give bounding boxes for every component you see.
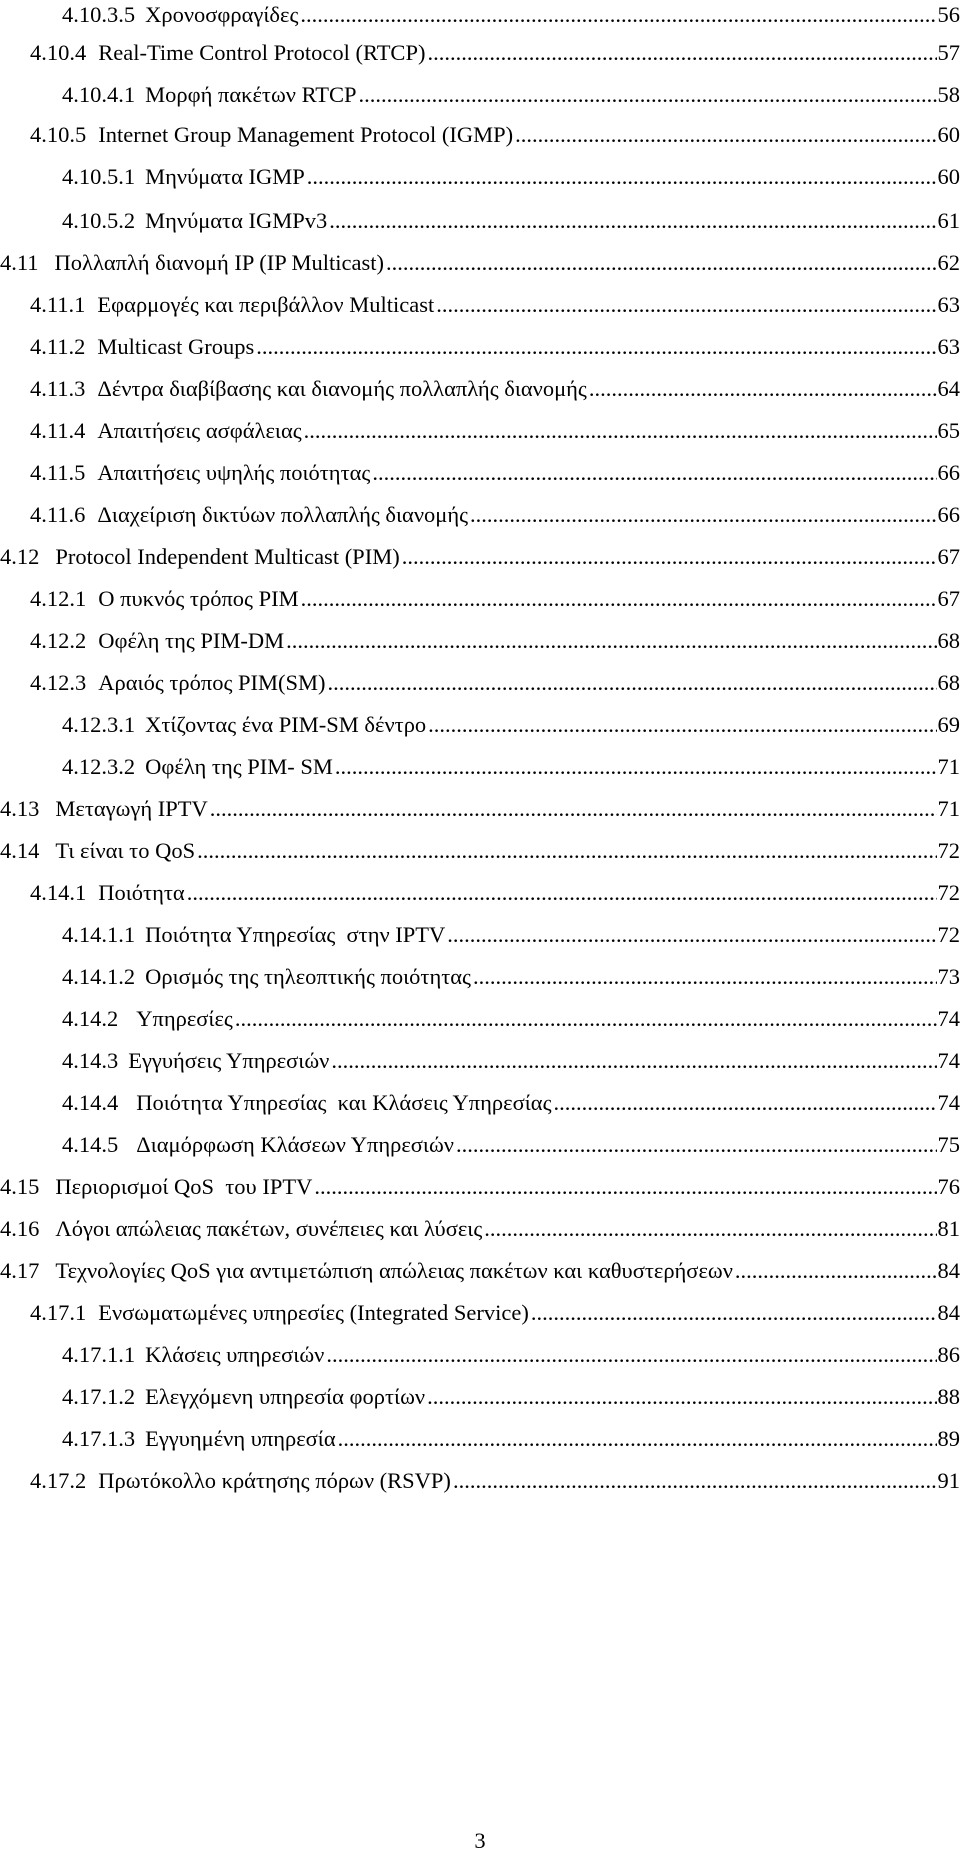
toc-entry-page: 75 (938, 1130, 960, 1160)
dot-leader (531, 1298, 937, 1328)
toc-entry-number: 4.10.4 (30, 38, 86, 68)
toc-entry-title: Διαχείριση δικτύων πολλαπλής διανομής (97, 500, 468, 530)
toc-entry-page: 71 (938, 752, 960, 782)
toc-entry-title: Μορφή πακέτων RTCP (145, 80, 356, 110)
dot-leader (427, 38, 936, 68)
toc-entry-page: 60 (938, 120, 960, 150)
toc-entry-page: 84 (938, 1298, 960, 1328)
toc-entry-page: 64 (938, 374, 960, 404)
toc-entry[interactable] (62, 920, 960, 950)
dot-leader (589, 374, 937, 404)
toc-entry-title: Real-Time Control Protocol (RTCP) (98, 38, 425, 68)
toc-entry-number: 4.17 (0, 1256, 39, 1286)
toc-entry-number: 4.12 (0, 542, 39, 572)
dot-leader (301, 584, 937, 614)
toc-entry-title: Μηνύματα IGMPv3 (145, 206, 327, 236)
toc-entry-number: 4.11.3 (30, 374, 85, 404)
toc-entry-page: 71 (938, 794, 960, 824)
toc-entry[interactable] (62, 206, 960, 236)
toc-entry[interactable] (62, 752, 960, 782)
toc-entry-page: 74 (938, 1088, 960, 1118)
toc-entry[interactable] (30, 668, 960, 698)
toc-entry-page: 63 (938, 290, 960, 320)
toc-entry-page: 72 (938, 920, 960, 950)
dot-leader (436, 290, 936, 320)
toc-entry[interactable] (30, 332, 960, 362)
dot-leader (256, 332, 936, 362)
dot-leader (329, 206, 936, 236)
toc-entry[interactable] (30, 584, 960, 614)
toc-entry-title: Λόγοι απώλειας πακέτων, συνέπειες και λύσεις (55, 1214, 482, 1244)
toc-entry-number: 4.10.5.1 (62, 162, 135, 192)
toc-entry[interactable] (62, 80, 960, 110)
toc-entry[interactable] (0, 542, 960, 572)
toc-entry-title: Ελεγχόμενη υπηρεσία φορτίων (145, 1382, 425, 1412)
toc-entry-title: Απαιτήσεις ασφάλειας (97, 416, 301, 446)
toc-entry-number: 4.11.5 (30, 458, 85, 488)
toc-entry-number: 4.17.2 (30, 1466, 86, 1496)
toc-entry-page: 61 (938, 206, 960, 236)
toc-entry-page: 66 (938, 500, 960, 530)
toc-entry-title: Οφέλη της PIM- SM (145, 752, 333, 782)
dot-leader (447, 920, 936, 950)
toc-entry[interactable] (62, 1046, 960, 1076)
toc-entry-number: 4.17.1.1 (62, 1340, 135, 1370)
toc-entry[interactable] (30, 626, 960, 656)
toc-entry-page: 58 (938, 80, 960, 110)
dot-leader (335, 752, 937, 782)
dot-leader (553, 1088, 936, 1118)
toc-entry-number: 4.11 (0, 248, 39, 278)
toc-entry-number: 4.16 (0, 1214, 39, 1244)
toc-entry-page: 73 (938, 962, 960, 992)
toc-entry-title: Εφαρμογές και περιβάλλον Multicast (97, 290, 434, 320)
toc-entry-page: 91 (938, 1466, 960, 1496)
toc-entry-number: 4.14.1.1 (62, 920, 135, 950)
toc-entry[interactable] (62, 1424, 960, 1454)
toc-entry-page: 72 (938, 836, 960, 866)
toc-entry-title: Internet Group Management Protocol (IGMP) (98, 120, 513, 150)
toc-entry-number: 4.17.1 (30, 1298, 86, 1328)
toc-entry-number: 4.12.3 (30, 668, 86, 698)
toc-entry-number: 4.15 (0, 1172, 39, 1202)
toc-entry-number: 4.14.2 (62, 1004, 118, 1034)
toc-entry-title: Εγγυήσεις Υπηρεσιών (128, 1046, 329, 1076)
dot-leader (197, 836, 936, 866)
toc-entry[interactable] (62, 0, 960, 30)
toc-entry-page: 57 (938, 38, 960, 68)
toc-entry-title: Μεταγωγή IPTV (55, 794, 207, 824)
toc-entry-title: Χτίζοντας ένα PIM-SM δέντρο (145, 710, 426, 740)
dot-leader (427, 1382, 936, 1412)
toc-entry-title: Δέντρα διαβίβασης και διανομής πολλαπλής διανομής (97, 374, 586, 404)
toc-entry[interactable] (30, 500, 960, 530)
toc-entry-number: 4.12.3.1 (62, 710, 135, 740)
toc-entry[interactable] (62, 1088, 960, 1118)
toc-entry-number: 4.14 (0, 836, 39, 866)
toc-entry[interactable] (62, 1382, 960, 1412)
toc-entry-title: Υπηρεσίες (136, 1004, 233, 1034)
toc-entry[interactable] (30, 374, 960, 404)
dot-leader (210, 794, 937, 824)
toc-entry-title: Ο πυκνός τρόπος PIM (98, 584, 298, 614)
toc-entry[interactable] (30, 1466, 960, 1496)
toc-entry-title: Πολλαπλή διανομή IP (IP Multicast) (55, 248, 384, 278)
dot-leader (187, 878, 937, 908)
toc-entry-page: 76 (938, 1172, 960, 1202)
toc-entry-number: 4.14.4 (62, 1088, 118, 1118)
toc-entry-page: 63 (938, 332, 960, 362)
toc-entry-number: 4.10.3.5 (62, 0, 135, 30)
page-number: 3 (0, 1826, 960, 1856)
toc-entry-number: 4.11.2 (30, 332, 85, 362)
toc-entry-number: 4.10.5.2 (62, 206, 135, 236)
toc-entry-number: 4.10.4.1 (62, 80, 135, 110)
dot-leader (328, 668, 937, 698)
toc-entry-title: Πρωτόκολλο κράτησης πόρων (RSVP) (98, 1466, 451, 1496)
dot-leader (372, 458, 936, 488)
toc-entry-title: Ποιότητα Υπηρεσίας και Κλάσεις Υπηρεσίας (136, 1088, 551, 1118)
dot-leader (338, 1424, 937, 1454)
dot-leader (359, 80, 937, 110)
toc-entry-page: 86 (938, 1340, 960, 1370)
toc-entry-number: 4.11.6 (30, 500, 85, 530)
toc-entry[interactable] (0, 1172, 960, 1202)
toc-entry-title: Αραιός τρόπος PIM(SM) (98, 668, 325, 698)
toc-entry[interactable] (30, 120, 960, 150)
dot-leader (453, 1466, 937, 1496)
toc-entry-number: 4.14.3 (62, 1046, 118, 1076)
toc-entry-page: 60 (938, 162, 960, 192)
toc-entry-title: Κλάσεις υπηρεσιών (145, 1340, 324, 1370)
dot-leader (402, 542, 937, 572)
toc-entry-title: Ποιότητα Υπηρεσίας στην IPTV (145, 920, 445, 950)
toc-entry[interactable] (30, 878, 960, 908)
dot-leader (286, 626, 936, 656)
dot-leader (484, 1214, 936, 1244)
toc-entry-title: Protocol Independent Multicast (PIM) (55, 542, 399, 572)
toc-entry-number: 4.17.1.2 (62, 1382, 135, 1412)
toc-entry-page: 74 (938, 1004, 960, 1034)
dot-leader (515, 120, 936, 150)
dot-leader (456, 1130, 937, 1160)
toc-entry-title: Ποιότητα (98, 878, 184, 908)
toc-entry-number: 4.14.5 (62, 1130, 118, 1160)
toc-entry[interactable] (0, 836, 960, 866)
toc-entry-page: 67 (938, 584, 960, 614)
toc-entry-page: 67 (938, 542, 960, 572)
toc-entry-title: Διαμόρφωση Κλάσεων Υπηρεσιών (136, 1130, 454, 1160)
toc-entry-page: 89 (938, 1424, 960, 1454)
toc-entry-number: 4.14.1 (30, 878, 86, 908)
toc-entry-page: 56 (938, 0, 960, 30)
toc-entry-page: 88 (938, 1382, 960, 1412)
toc-entry-page: 72 (938, 878, 960, 908)
toc-entry-title: Χρονοσφραγίδες (145, 0, 298, 30)
toc-entry-title: Τι είναι το QoS (55, 836, 195, 866)
dot-leader (314, 1172, 936, 1202)
toc-entry[interactable] (30, 416, 960, 446)
toc-entry-number: 4.12.1 (30, 584, 86, 614)
dot-leader (470, 500, 936, 530)
toc-entry-number: 4.14.1.2 (62, 962, 135, 992)
toc-entry-title: Εγγυημένη υπηρεσία (145, 1424, 336, 1454)
toc-entry-number: 4.10.5 (30, 120, 86, 150)
toc-entry-page: 74 (938, 1046, 960, 1076)
toc-entry-title: Περιορισμοί QoS του IPTV (55, 1172, 312, 1202)
toc-entry-page: 69 (938, 710, 960, 740)
toc-entry[interactable] (30, 290, 960, 320)
toc-entry[interactable] (0, 794, 960, 824)
toc-entry[interactable] (62, 1004, 960, 1034)
toc-entry-number: 4.11.4 (30, 416, 85, 446)
toc-entry-page: 84 (938, 1256, 960, 1286)
toc-entry-number: 4.12.2 (30, 626, 86, 656)
dot-leader (735, 1256, 937, 1286)
toc-entry-page: 66 (938, 458, 960, 488)
toc-entry-page: 65 (938, 416, 960, 446)
dot-leader (304, 416, 937, 446)
toc-entry-number: 4.11.1 (30, 290, 85, 320)
dot-leader (386, 248, 936, 278)
toc-entry[interactable] (62, 962, 960, 992)
toc-entry[interactable] (0, 1256, 960, 1286)
dot-leader (300, 0, 936, 30)
toc-entry[interactable] (0, 248, 960, 278)
toc-entry-title: Multicast Groups (97, 332, 254, 362)
toc-entry[interactable] (62, 1340, 960, 1370)
toc-entry[interactable] (62, 1130, 960, 1160)
toc-entry-page: 62 (938, 248, 960, 278)
dot-leader (331, 1046, 936, 1076)
toc-entry-title: Ενσωματωμένες υπηρεσίες (Integrated Service) (98, 1298, 529, 1328)
dot-leader (326, 1340, 936, 1370)
toc-entry-number: 4.13 (0, 794, 39, 824)
dot-leader (307, 162, 937, 192)
dot-leader (473, 962, 937, 992)
toc-entry-page: 81 (938, 1214, 960, 1244)
toc-entry[interactable] (30, 1298, 960, 1328)
toc-entry[interactable] (0, 1214, 960, 1244)
toc-entry-title: Απαιτήσεις υψηλής ποιότητας (97, 458, 370, 488)
dot-leader (428, 710, 936, 740)
toc-entry-title: Ορισμός της τηλεοπτικής ποιότητας (145, 962, 471, 992)
toc-entry[interactable] (30, 38, 960, 68)
toc-entry[interactable] (30, 458, 960, 488)
toc-entry-page: 68 (938, 668, 960, 698)
toc-entry[interactable] (62, 162, 960, 192)
toc-entry-number: 4.12.3.2 (62, 752, 135, 782)
toc-entry-page: 68 (938, 626, 960, 656)
toc-entry-title: Μηνύματα IGMP (145, 162, 305, 192)
dot-leader (235, 1004, 937, 1034)
toc-entry-number: 4.17.1.3 (62, 1424, 135, 1454)
toc-entry-title: Τεχνολογίες QoS για αντιμετώπιση απώλειας πακέτων και καθυστερήσεων (55, 1256, 733, 1286)
toc-entry-title: Οφέλη της PIM-DM (98, 626, 284, 656)
toc-entry[interactable] (62, 710, 960, 740)
